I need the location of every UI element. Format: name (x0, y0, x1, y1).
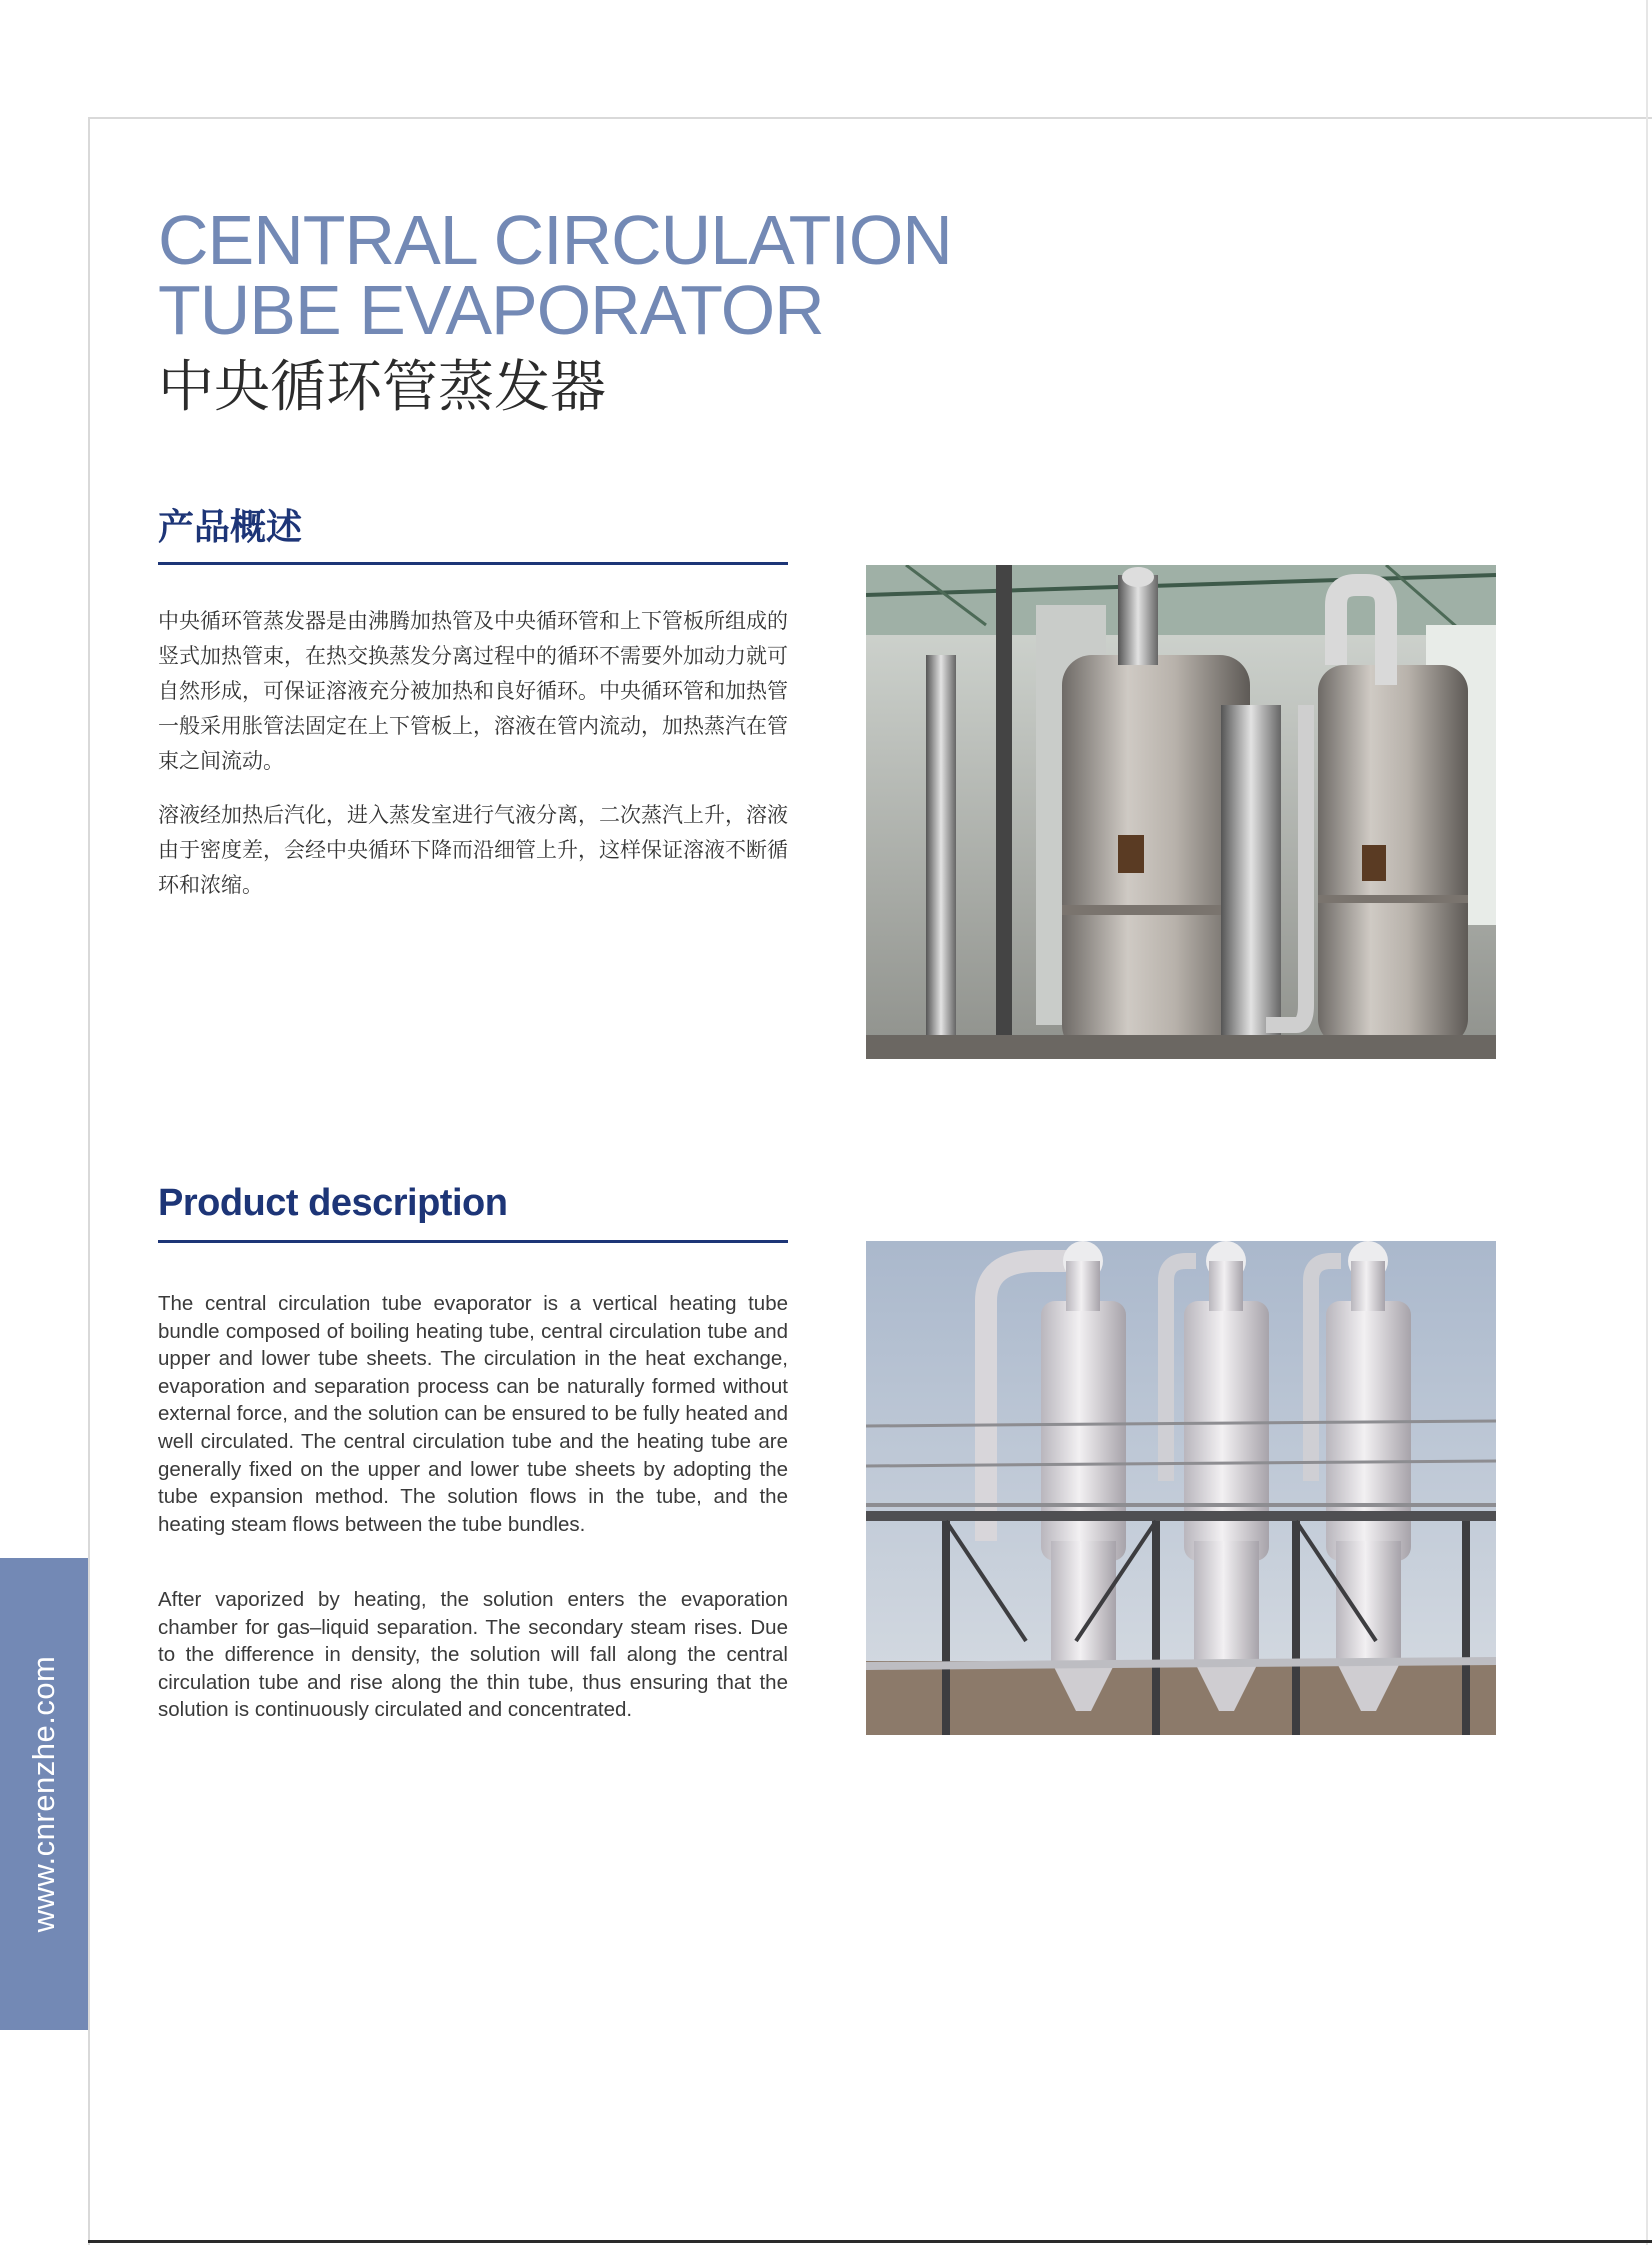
title-english (158, 201, 952, 349)
evaporator-photo-indoor (866, 565, 1496, 1059)
description-heading-en: Product description (158, 1180, 788, 1243)
page-edge-right (1646, 0, 1648, 2245)
overview-heading-cn: 产品概述 (158, 505, 788, 565)
overview-paragraph-2: 溶液经加热后汽化，进入蒸发室进行气液分离，二次蒸汽上升，溶液由于密度差，会经中央循环下降而沿细管上升，这样保证溶液不断循环和浓缩。 (158, 803, 788, 897)
evaporator-photo-outdoor (866, 1241, 1496, 1735)
title-english-line1: CENTRAL CIRCULATION (158, 201, 952, 279)
description-paragraph-1: The central circulation tube evaporator is a vertical heating tube bundle composed of boiling heating tube, central circulation tube and upper and lower tube sheets. The circulation in the heat exchange, evaporation and separation process can be naturally formed without external force, and the solution can be ensured to be fully heated and well circulated. The central circulation tube and the heating tube are generally fixed on the upper and lower tube sheets by adopting the tube expansion method. The solution flows in the tube, and the heating steam flows between the tube bundles. (158, 1292, 788, 1536)
title-english-line2: TUBE EVAPORATOR (158, 271, 824, 349)
description-paragraph-2: After vaporized by heating, the solution enters the evaporation chamber for gas–liquid separation. The secondary steam rises. Due to the difference in density, the solution will fall along the central circulation tube and rise along the thin tube, thus ensuring that the solution is continuously circulated and concentrated. (158, 1588, 788, 1722)
page-edge-bottom (88, 2240, 1652, 2243)
title-chinese: 中央循环管蒸发器 (158, 355, 606, 420)
side-tab (0, 1558, 88, 2030)
overview-paragraph-1: 中央循环管蒸发器是由沸腾加热管及中央循环管和上下管板所组成的竖式加热管束，在热交换蒸发分离过程中的循环不需要外加动力就可自然形成，可保证溶液充分被加热和良好循环。中央循环管和加热管一般采用胀管法固定在上下管板上，溶液在管内流动，加热蒸汽在管束之间流动。 (158, 609, 788, 773)
website-url[interactable]: www.cnrenzhe.com (26, 1655, 61, 1933)
